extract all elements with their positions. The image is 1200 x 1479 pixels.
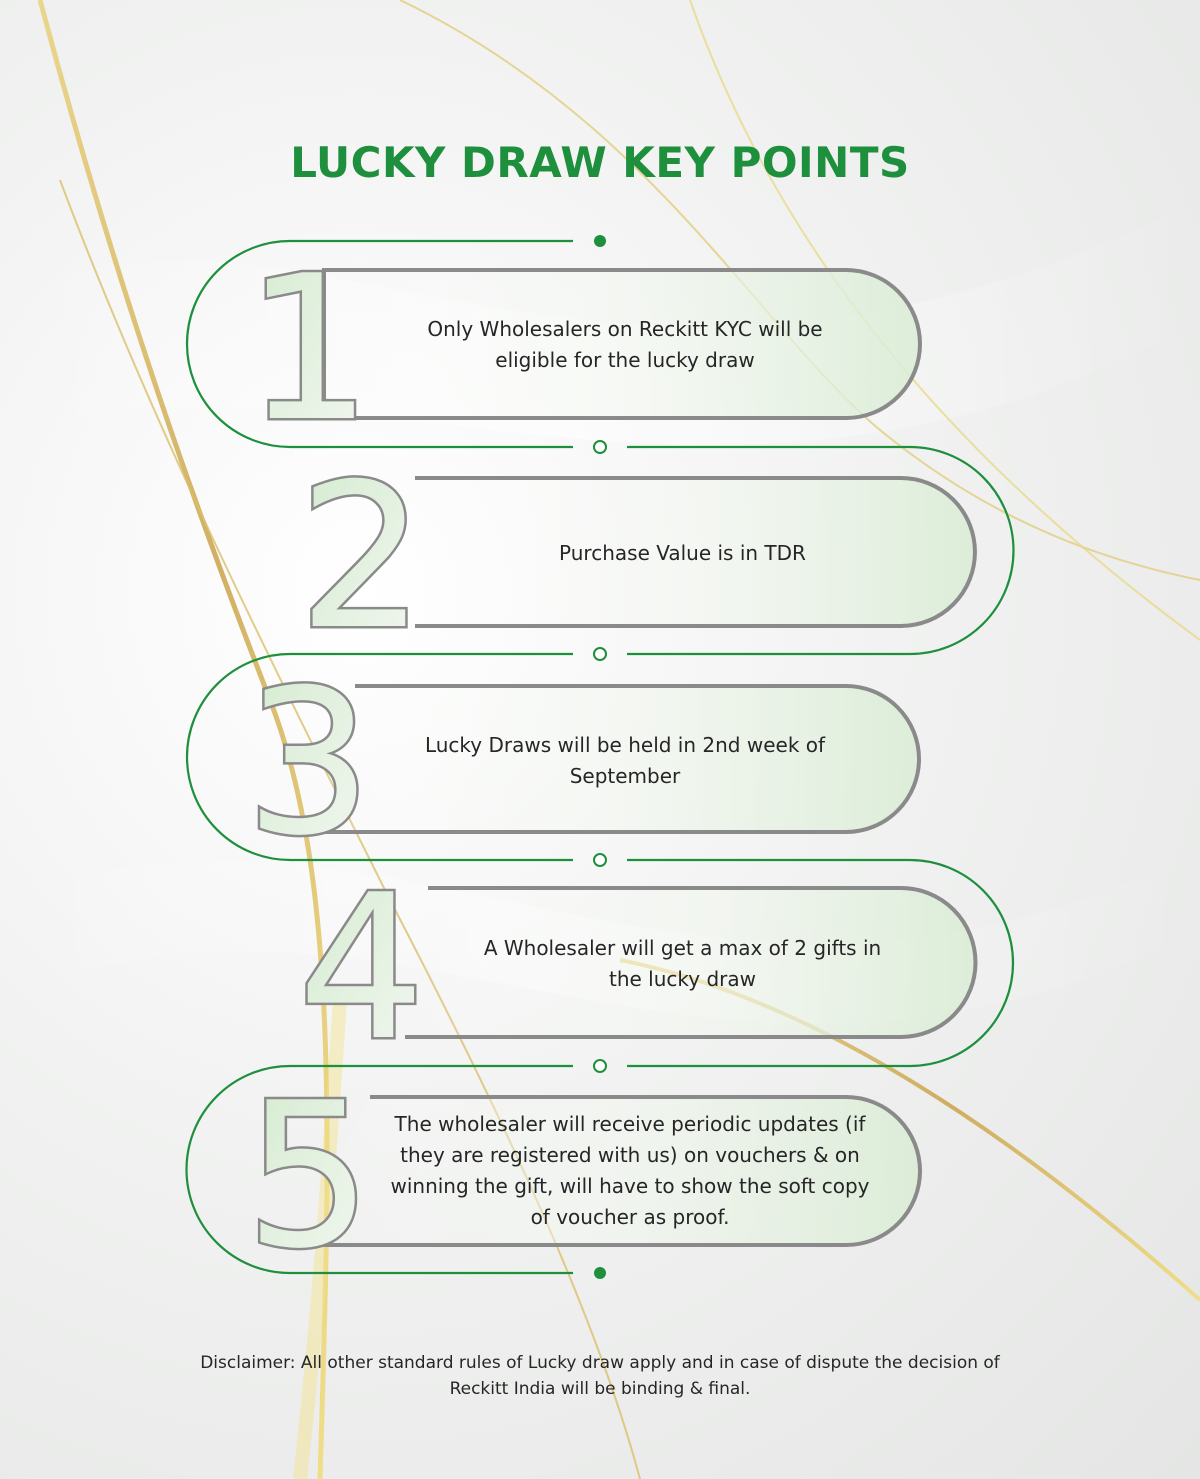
step-number: 2 (298, 441, 426, 674)
step-number: 4 (298, 852, 426, 1085)
connector-dot (594, 1060, 606, 1072)
page-title: LUCKY DRAW KEY POINTS (290, 138, 910, 187)
connector-dot (594, 441, 606, 453)
step-number: 5 (245, 1060, 373, 1293)
step-text: A Wholesaler will get a max of 2 gifts in the lucky draw (483, 936, 882, 991)
step-text: Lucky Draws will be held in 2nd week of September (424, 733, 826, 788)
disclaimer: Disclaimer: All other standard rules of Lucky draw apply and in case of dispute the decision of Reckitt India will be binding & final. (200, 1353, 1000, 1399)
step-text: Only Wholesalers on Reckitt KYC will be eligible for the lucky draw (427, 317, 823, 372)
step-number: 3 (245, 647, 373, 880)
connector-dot (594, 235, 606, 247)
connector-dot (594, 648, 606, 660)
connector-dot (594, 1267, 606, 1279)
step-text: Purchase Value is in TDR (559, 541, 806, 565)
step-text: The wholesaler will receive periodic updates (if they are registered with us) on vouchers & on winning the gift, will have to show the soft copy of voucher as proof. (390, 1112, 870, 1229)
step-number: 1 (245, 233, 373, 466)
connector-dot (594, 854, 606, 866)
